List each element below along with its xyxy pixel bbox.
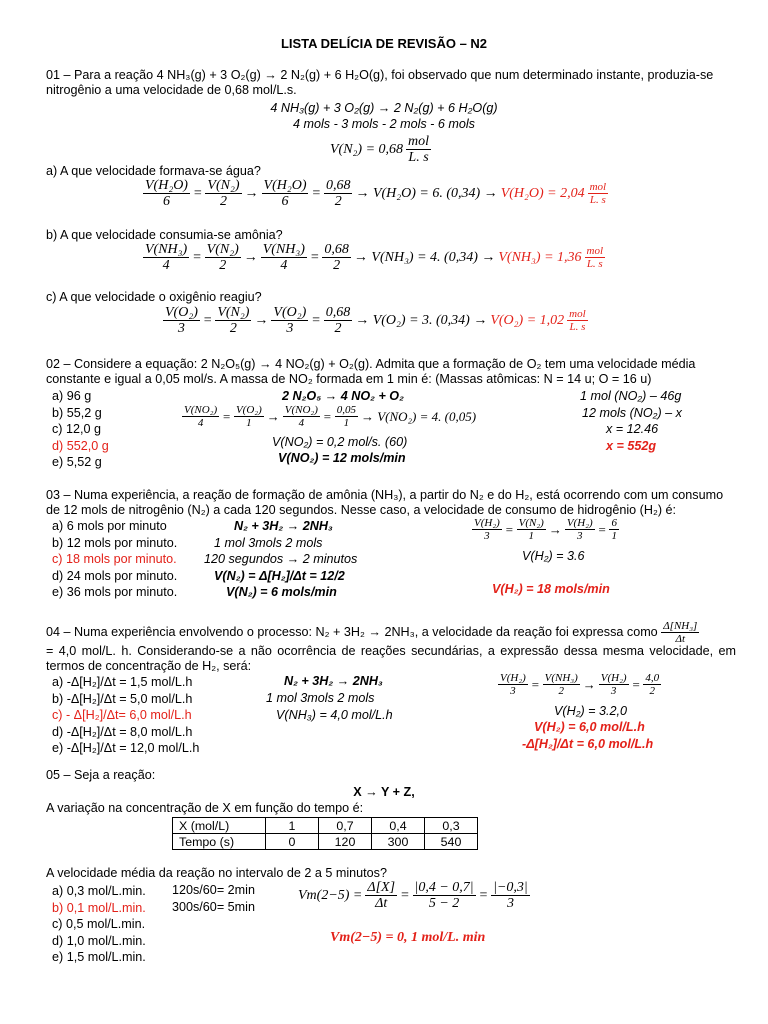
q3-option-b[interactable]: b) 12 mols por minuto. xyxy=(52,535,178,550)
table-cell: 540 xyxy=(425,834,478,850)
q1-b-equation: $\frac{\text{V(NH₃)}}{4}$ = $\frac{\text{V(N₂)}}{2}$ → $\frac{\text{V(NH₃)}}{4}$ = $\frac{0,68}{2}$ → V(NH₃) = 4. (0,34) → V(NH₃) = 1,36 $\frac{\text{mol}}{L. s}$ xyxy=(145,242,604,273)
q2-option-c[interactable]: c) 12,0 g xyxy=(52,422,102,436)
q4-option-e[interactable]: e) -Δ[H₂]/Δt = 12,0 mol/L.h xyxy=(52,741,200,755)
q4-option-a[interactable]: a) -Δ[H₂]/Δt = 1,5 mol/L.h xyxy=(52,675,193,689)
q4-equation: $\frac{\text{V(H₂)}}{3}$ = $\frac{\text{V(NH₃)}}{2}$ → $\frac{\text{V(H₂)}}{3}$ = $\frac{4,0}{2}$ xyxy=(500,672,660,697)
q5-option-a[interactable]: a) 0,3 mol/L.min. xyxy=(52,884,146,898)
q2-answer: x = 552g xyxy=(606,439,657,453)
q3-option-e[interactable]: e) 36 mols por minuto. xyxy=(52,585,178,599)
q5-data-table xyxy=(172,817,478,850)
page-title: LISTA DELÍCIA DE REVISÃO – N2 xyxy=(280,36,488,51)
q1-c-text: c) A que velocidade o oxigênio reagiu? xyxy=(46,290,262,304)
q3-work-1: N₂ + 3H₂ → 2NH₃ xyxy=(234,519,333,533)
table-cell: 1 xyxy=(266,818,319,834)
table-cell: 120 xyxy=(319,834,372,850)
q1-given: V(N₂) = 0,68 $\frac{\text{mol}}{L. s}$ xyxy=(330,134,430,165)
q3-option-a[interactable]: a) 6 mols por minuto xyxy=(52,519,167,533)
table-cell: 300 xyxy=(372,834,425,850)
q3-options xyxy=(52,518,177,601)
q3-answer: V(H₂) = 18 mols/min xyxy=(492,582,610,596)
q1-statement: 01 – Para a reação 4 NH₃(g) + 3 O₂(g) → 2 N₂(g) + 6 H₂O(g), foi observado que num determinado instante, produzia-se nitrogênio a uma velocidade de 0,68 mol/L.s. xyxy=(46,68,714,97)
q5-reaction: X → Y + Z, xyxy=(353,785,415,799)
q4-option-d[interactable]: d) -Δ[H₂]/Δt = 8,0 mol/L.h xyxy=(52,724,193,739)
q2-option-d-correct[interactable]: d) 552,0 g xyxy=(52,438,109,453)
q1-a-equation: $\frac{\text{V(H₂O)}}{6}$ = $\frac{\text{V(N₂)}}{2}$ → $\frac{\text{V(H₂O)}}{6}$ = $\frac{0,68}{2}$ → V(H₂O) = 6. (0,34) → V(H₂O) = 2,04 $\frac{\text{mol}}{L. s}$ xyxy=(145,178,607,209)
q4-statement-a: 04 – Numa experiência envolvendo o processo: N₂ + 3H₂ → 2NH₃, a velocidade da reação foi expressa como $\frac{\text{Δ[NH₃]}}{\Delta t}$ xyxy=(46,620,698,645)
q4-option-b[interactable]: b) -Δ[H₂]/Δt = 5,0 mol/L.h xyxy=(52,691,193,706)
q2-equation: $\frac{\text{V(NO₂)}}{4}$ = $\frac{\text{V(O₂)}}{1}$ → $\frac{\text{V(NO₂)}}{4}$ = $\frac{0,05}{1}$ → V(NO₂) = 4. (0,05) xyxy=(184,404,477,429)
q1-c-equation: $\frac{\text{V(O₂)}}{3}$ = $\frac{\text{V(N₂)}}{2}$ → $\frac{\text{V(O₂)}}{3}$ = $\frac{0,68}{2}$ → V(O₂) = 3. (0,34) → V(O₂) = 1,02 $\frac{\text{mol}}{L. s}$ xyxy=(165,305,586,336)
q1-b-text: b) A que velocidade consumia-se amônia? xyxy=(46,228,283,242)
q3-equation: $\frac{\text{V(H₂)}}{3}$ = $\frac{\text{V(N₂)}}{1}$ → $\frac{\text{V(H₂)}}{3}$ = $\frac{6}{1}$ xyxy=(474,517,617,542)
q5-equation: Vm(2−5) = $\frac{\Delta[X]}{\Delta t}$ = $\frac{|0,4 - 0,7|}{5 - 2}$ = $\frac{|-0,3|}{3}$ xyxy=(298,880,528,911)
q3-option-d[interactable]: d) 24 mols por minuto. xyxy=(52,568,178,583)
q5-table-intro: A variação na concentração de X em função do tempo é: xyxy=(46,801,364,815)
q5-options xyxy=(52,883,146,966)
q3-result-1: V(H₂) = 3.6 xyxy=(522,549,585,563)
q2-work-2: V(NO₂) = 12 mols/min xyxy=(278,451,406,465)
q4-work-1: N₂ + 3H₂ → 2NH₃ xyxy=(284,674,383,688)
q4-work-3: V(NH₃) = 4,0 mol/L.h xyxy=(276,708,393,722)
table-cell: 0,4 xyxy=(372,818,425,834)
q4-result-1: V(H₂) = 3.2,0 xyxy=(554,704,628,718)
q5-statement: 05 – Seja a reação: xyxy=(46,768,156,782)
table-cell: Tempo (s) xyxy=(173,834,266,850)
q4-statement-b: = 4,0 mol/L. h. Considerando-se a não ocorrência de reações secundárias, a expressão dessa mesma velocidade, em termos de concentração de H₂, será: xyxy=(46,644,736,673)
q1-reaction: 4 NH₃(g) + 3 O₂(g) → 2 N₂(g) + 6 H₂O(g) xyxy=(270,101,498,115)
q2-option-b[interactable]: b) 55,2 g xyxy=(52,405,102,420)
q3-work-5: V(N₂) = 6 mols/min xyxy=(226,585,337,599)
q5-answer: Vm(2−5) = 0, 1 mol/L. min xyxy=(330,930,486,945)
q2-statement: 02 – Considere a equação: 2 N₂O₅(g) → 4 NO₂(g) + O₂(g). Admita que a formação de O₂ tem uma velocidade média constante e igual a 0,05 mol/s. A massa de NO₂ formada em 1 min é: (Massas atômicas: N = 14 u; O = 16 u) xyxy=(46,357,696,386)
table-row xyxy=(173,834,478,850)
q5-option-b-correct[interactable]: b) 0,1 mol/L.min. xyxy=(52,900,146,915)
q5-conversion-2: 300s/60= 5min xyxy=(172,900,255,914)
q2-rule-1: 1 mol (NO₂) – 46g xyxy=(580,389,682,403)
q3-work-2: 1 mol 3mols 2 mols xyxy=(214,536,323,550)
table-cell: 0,3 xyxy=(425,818,478,834)
q3-work-3: 120 segundos → 2 minutos xyxy=(204,552,358,566)
q4-result-2: V(H₂) = 6,0 mol/L.h xyxy=(534,720,645,734)
q5-question: A velocidade média da reação no intervalo de 2 a 5 minutos? xyxy=(46,866,387,880)
q2-reaction: 2 N₂O₅ → 4 NO₂ + O₂ xyxy=(282,389,404,403)
q2-option-a[interactable]: a) 96 g xyxy=(52,389,92,403)
q4-option-c-correct[interactable]: c) - Δ[H₂]/Δt= 6,0 mol/L.h xyxy=(52,708,192,722)
q1-mols: 4 mols - 3 mols - 2 mols - 6 mols xyxy=(293,117,475,131)
q2-work-1: V(NO₂) = 0,2 mol/s. (60) xyxy=(272,435,408,449)
q2-rule-2: 12 mols (NO₂) – x xyxy=(582,406,682,420)
q4-answer: -Δ[H₂]/Δt = 6,0 mol/L.h xyxy=(522,737,654,751)
q4-work-2: 1 mol 3mols 2 mols xyxy=(266,691,375,705)
table-cell: 0 xyxy=(266,834,319,850)
q5-option-d[interactable]: d) 1,0 mol/L.min. xyxy=(52,933,146,948)
q3-work-4: V(N₂) = Δ[H₂]/Δt = 12/2 xyxy=(214,569,345,583)
table-cell: X (mol/L) xyxy=(173,818,266,834)
table-row xyxy=(173,818,478,834)
q5-option-e[interactable]: e) 1,5 mol/L.min. xyxy=(52,950,146,964)
q2-option-e[interactable]: e) 5,52 g xyxy=(52,455,102,469)
q5-option-c[interactable]: c) 0,5 mol/L.min. xyxy=(52,917,146,931)
q2-rule-3: x = 12.46 xyxy=(606,422,659,436)
q3-statement: 03 – Numa experiência, a reação de formação de amônia (NH₃), a partir do N₂ e do H₂, está ocorrendo com um consumo de 12 mols de nitrogênio (N₂) a cada 120 segundos. Nesse caso, a velocidade de consumo de hidrogênio (H₂) é: xyxy=(46,488,724,517)
q1-a-text: a) A que velocidade formava-se água? xyxy=(46,164,261,178)
table-cell: 0,7 xyxy=(319,818,372,834)
q3-option-c-correct[interactable]: c) 18 mols por minuto. xyxy=(52,552,177,566)
q5-conversion-1: 120s/60= 2min xyxy=(172,883,255,897)
q4-options xyxy=(52,674,199,757)
q2-options xyxy=(52,388,109,471)
